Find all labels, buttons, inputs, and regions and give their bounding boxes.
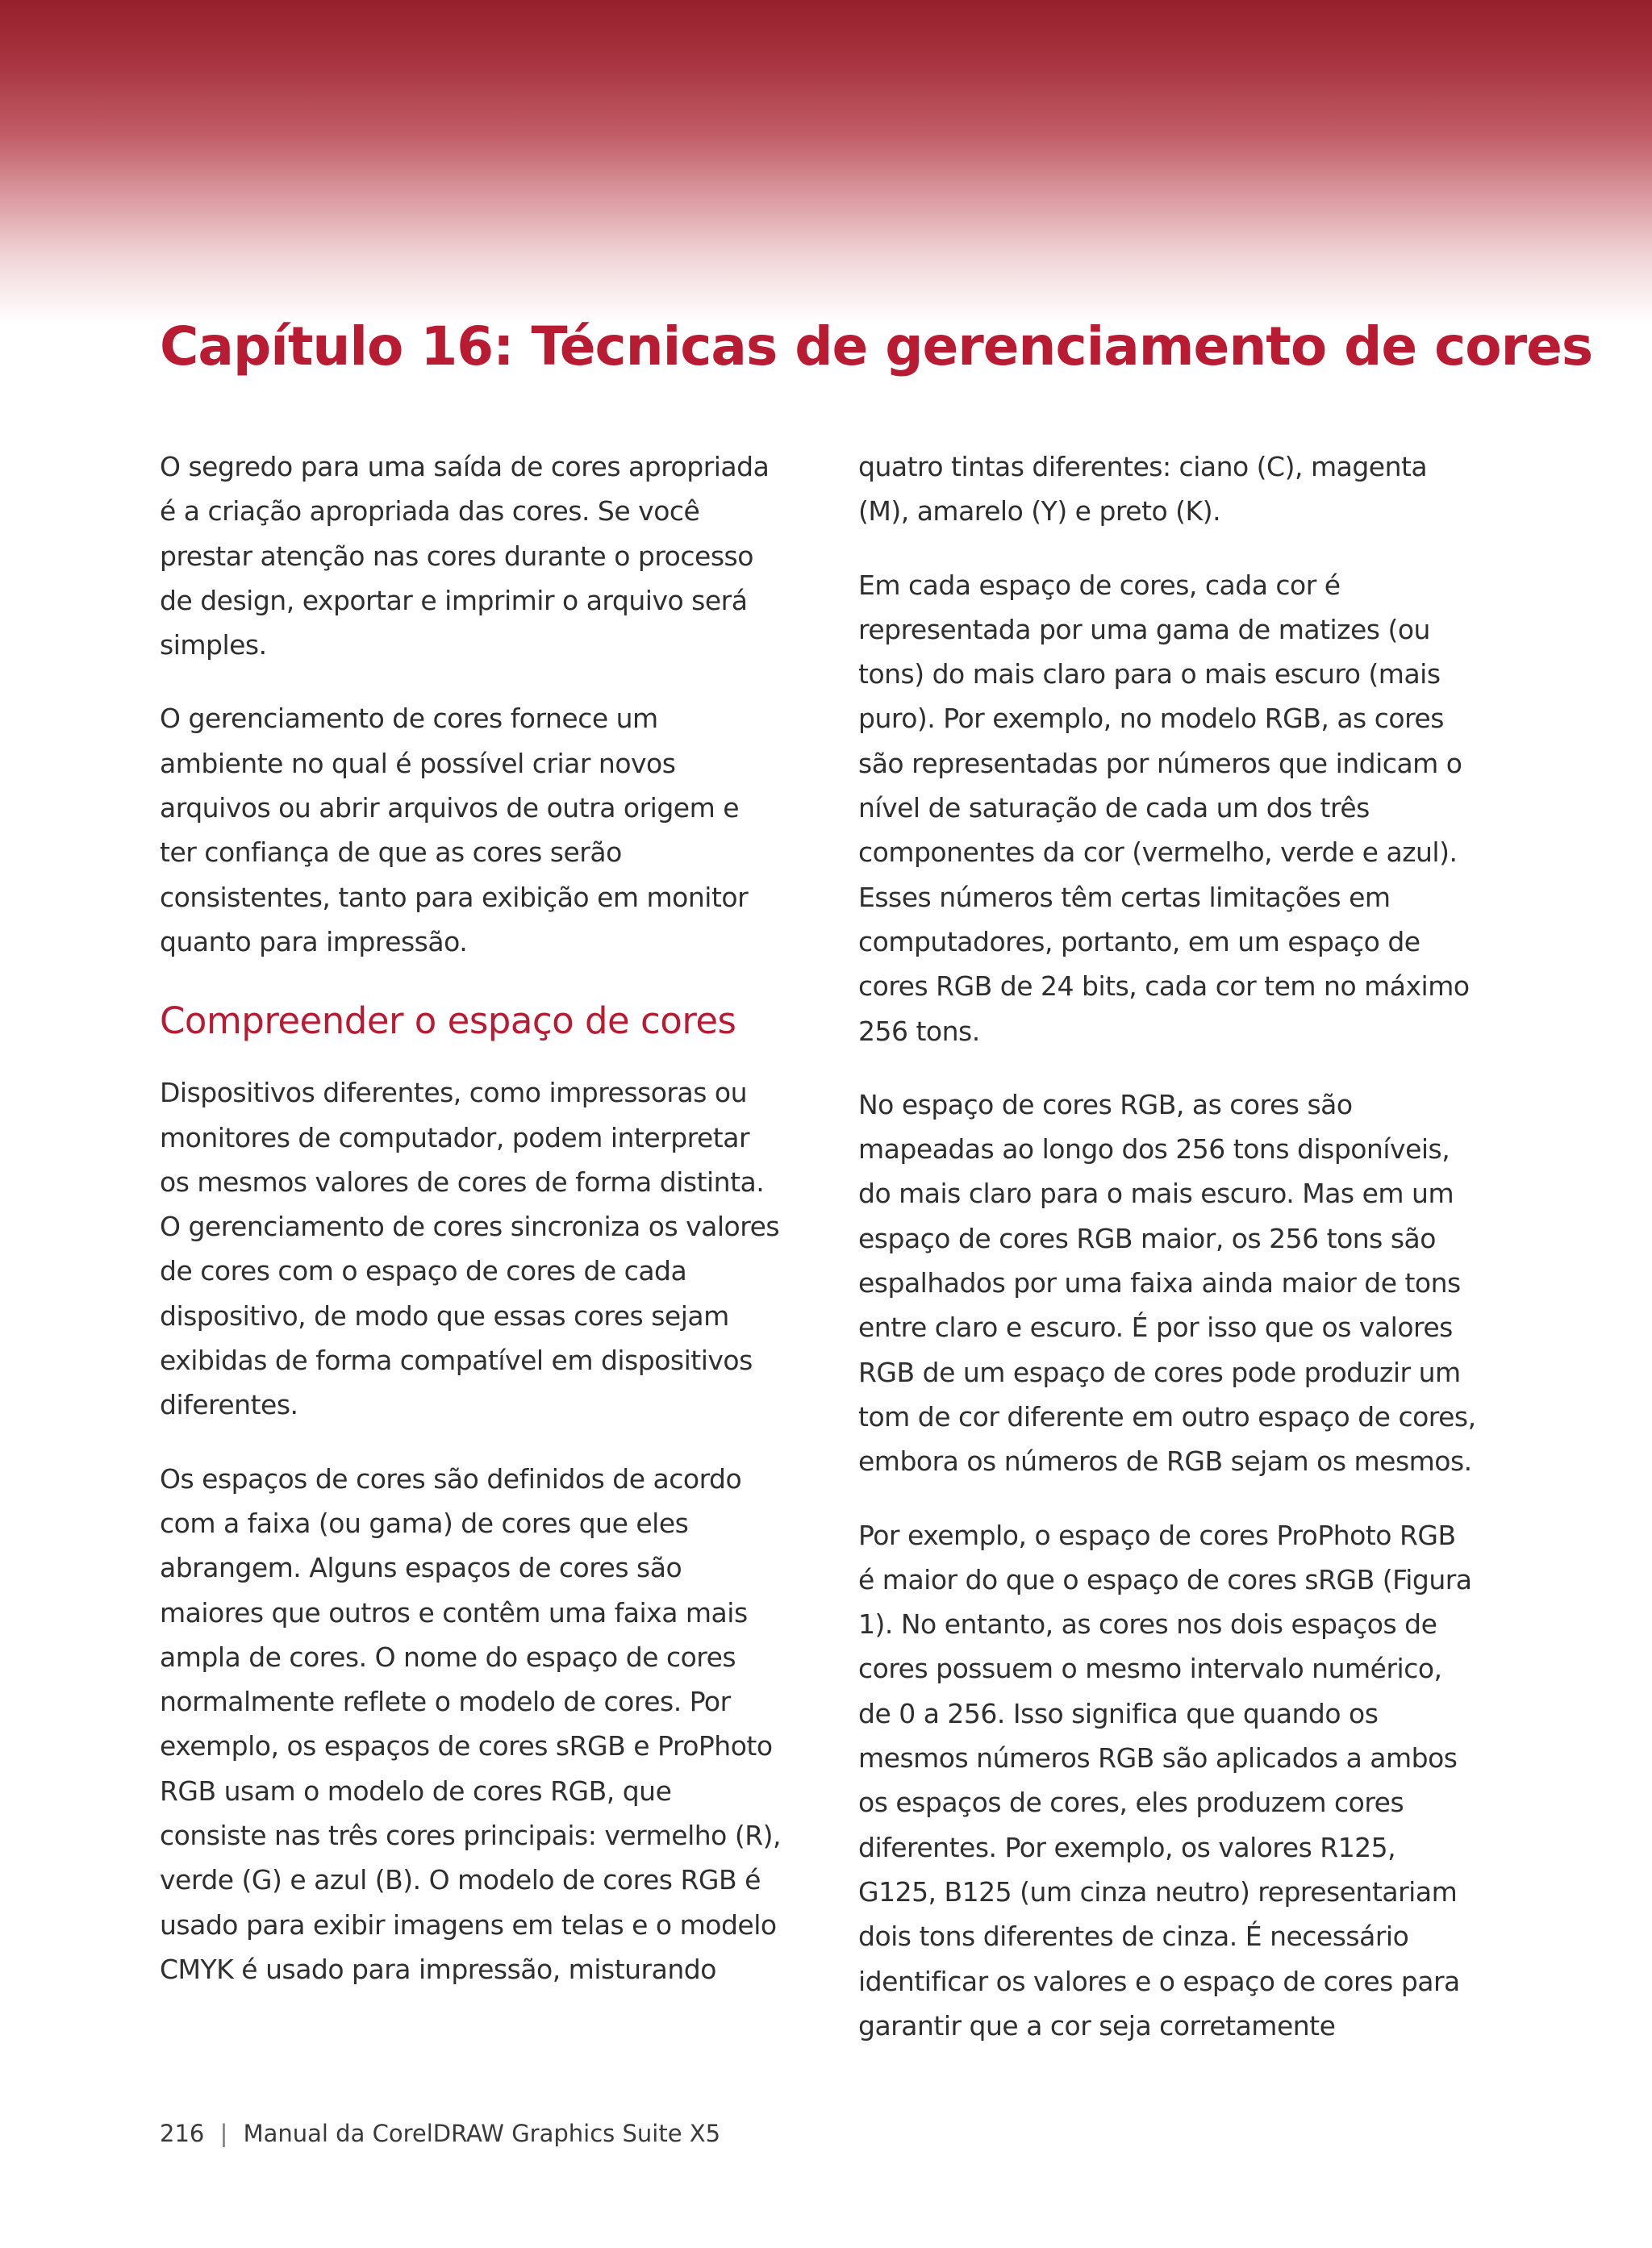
text-line: O gerenciamento de cores sincroniza os valores	[160, 1211, 780, 1243]
paragraph-rgb-mapping	[858, 1082, 1496, 1484]
paragraph-color-management	[160, 696, 797, 964]
text-line: 256 tons.	[858, 1015, 980, 1047]
text-line: os espaços de cores, eles produzem cores	[858, 1787, 1404, 1819]
text-line: são representadas por números que indicam o	[858, 747, 1462, 779]
text-line: Dispositivos diferentes, como impressoras ou	[160, 1077, 748, 1109]
text-line: entre claro e escuro. É por isso que os valores	[858, 1312, 1453, 1344]
text-line: com a faixa (ou gama) de cores que eles	[160, 1507, 689, 1539]
header-gradient-band	[0, 0, 1652, 323]
text-line: G125, B125 (um cinza neutro) representariam	[858, 1875, 1458, 1908]
text-line: arquivos ou abrir arquivos de outra origem e	[160, 792, 740, 824]
text-line: de design, exportar e imprimir o arquivo será	[160, 584, 748, 616]
text-line: é a criação apropriada das cores. Se você	[160, 495, 700, 528]
paragraph-color-spaces	[160, 1457, 797, 1992]
text-line: dispositivo, de modo que essas cores sejam	[160, 1299, 729, 1332]
text-line: identificar os valores e o espaço de cores para	[858, 1965, 1460, 1997]
text-line: espaço de cores RGB maior, os 256 tons são	[858, 1222, 1436, 1254]
paragraph-cmyk-continued	[858, 444, 1496, 534]
text-line: usado para exibir imagens em telas e o modelo	[160, 1908, 777, 1941]
text-line: ampla de cores. O nome do espaço de cores	[160, 1641, 736, 1673]
text-line: embora os números de RGB sejam os mesmos.	[858, 1445, 1472, 1478]
paragraph-intro	[160, 444, 797, 667]
text-line: cores possuem o mesmo intervalo numérico,	[858, 1653, 1442, 1685]
text-line: tom de cor diferente em outro espaço de cores,	[858, 1400, 1476, 1433]
text-line: puro). Por exemplo, no modelo RGB, as cores	[858, 703, 1444, 735]
text-line: representada por uma gama de matizes (ou	[858, 613, 1430, 645]
text-line: quanto para impressão.	[160, 925, 468, 957]
text-line: abrangem. Alguns espaços de cores são	[160, 1552, 682, 1584]
text-line: espalhados por uma faixa ainda maior de tons	[858, 1267, 1461, 1299]
page-number: 216	[160, 2120, 205, 2147]
text-line: componentes da cor (vermelho, verde e azul).	[858, 836, 1458, 869]
page-footer	[160, 2117, 720, 2150]
text-line: O segredo para uma saída de cores apropriada	[160, 451, 770, 482]
text-line: exemplo, os espaços de cores sRGB e ProPhoto	[160, 1730, 773, 1762]
text-line: dois tons diferentes de cinza. É necessário	[858, 1921, 1409, 1953]
section-heading: Compreender o espaço de cores	[160, 999, 736, 1043]
text-line: maiores que outros e contêm uma faixa mais	[160, 1596, 748, 1629]
text-line: Os espaços de cores são definidos de acordo	[160, 1462, 742, 1495]
text-line: monitores de computador, podem interpretar	[160, 1121, 750, 1153]
text-line: RGB de um espaço de cores pode produzir um	[858, 1356, 1461, 1388]
right-column	[858, 444, 1496, 2077]
left-column	[160, 444, 797, 2021]
book-title: Manual da CorelDRAW Graphics Suite X5	[243, 2120, 721, 2147]
footer-separator: |	[219, 2120, 228, 2147]
text-line: 1). No entanto, as cores nos dois espaços de	[858, 1608, 1437, 1641]
text-line: O gerenciamento de cores fornece um	[160, 703, 658, 735]
text-line: (M), amarelo (Y) e preto (K).	[858, 495, 1221, 528]
text-line: consiste nas três cores principais: vermelho (R),	[160, 1820, 782, 1852]
text-line: exibidas de forma compatível em dispositivos	[160, 1345, 753, 1377]
text-line: garantir que a cor seja corretamente	[858, 2009, 1336, 2042]
text-line: mapeadas ao longo dos 256 tons disponíveis,	[858, 1133, 1450, 1166]
text-line: do mais claro para o mais escuro. Mas em um	[858, 1178, 1454, 1210]
paragraph-devices	[160, 1070, 797, 1427]
chapter-title: Capítulo 16: Técnicas de gerenciamento de cores	[160, 315, 1593, 377]
text-line: cores RGB de 24 bits, cada cor tem no máximo	[858, 970, 1470, 1003]
text-line: normalmente reflete o modelo de cores. Por	[160, 1686, 731, 1718]
text-line: RGB usam o modelo de cores RGB, que	[160, 1775, 672, 1807]
text-line: ter confiança de que as cores serão	[160, 836, 622, 869]
text-line: de 0 a 256. Isso significa que quando os	[858, 1697, 1379, 1729]
text-line: computadores, portanto, em um espaço de	[858, 925, 1420, 957]
text-line: consistentes, tanto para exibição em monitor	[160, 881, 749, 913]
text-line: prestar atenção nas cores durante o processo	[160, 540, 753, 572]
text-line: mesmos números RGB são aplicados a ambos	[858, 1742, 1458, 1775]
paragraph-prophoto-example	[858, 1513, 1496, 2049]
text-line: Em cada espaço de cores, cada cor é	[858, 569, 1341, 601]
text-line: é maior do que o espaço de cores sRGB (Figura	[858, 1563, 1472, 1595]
text-line: de cores com o espaço de cores de cada	[160, 1255, 687, 1287]
text-line: simples.	[160, 629, 267, 661]
text-line: diferentes.	[160, 1389, 298, 1421]
text-line: CMYK é usado para impressão, misturando	[160, 1953, 716, 1985]
text-line: verde (G) e azul (B). O modelo de cores RGB é	[160, 1864, 761, 1896]
text-line: ambiente no qual é possível criar novos	[160, 747, 676, 779]
text-line: Esses números têm certas limitações em	[858, 881, 1391, 913]
text-line: Por exemplo, o espaço de cores ProPhoto RGB	[858, 1519, 1456, 1551]
paragraph-tones	[858, 563, 1496, 1053]
text-line: diferentes. Por exemplo, os valores R125,	[858, 1831, 1396, 1863]
text-line: nível de saturação de cada um dos três	[858, 792, 1370, 824]
text-line: tons) do mais claro para o mais escuro (mais	[858, 658, 1441, 690]
text-line: No espaço de cores RGB, as cores são	[858, 1088, 1353, 1120]
text-line: os mesmos valores de cores de forma distinta.	[160, 1166, 765, 1198]
text-line: quatro tintas diferentes: ciano (C), magenta	[858, 451, 1428, 482]
